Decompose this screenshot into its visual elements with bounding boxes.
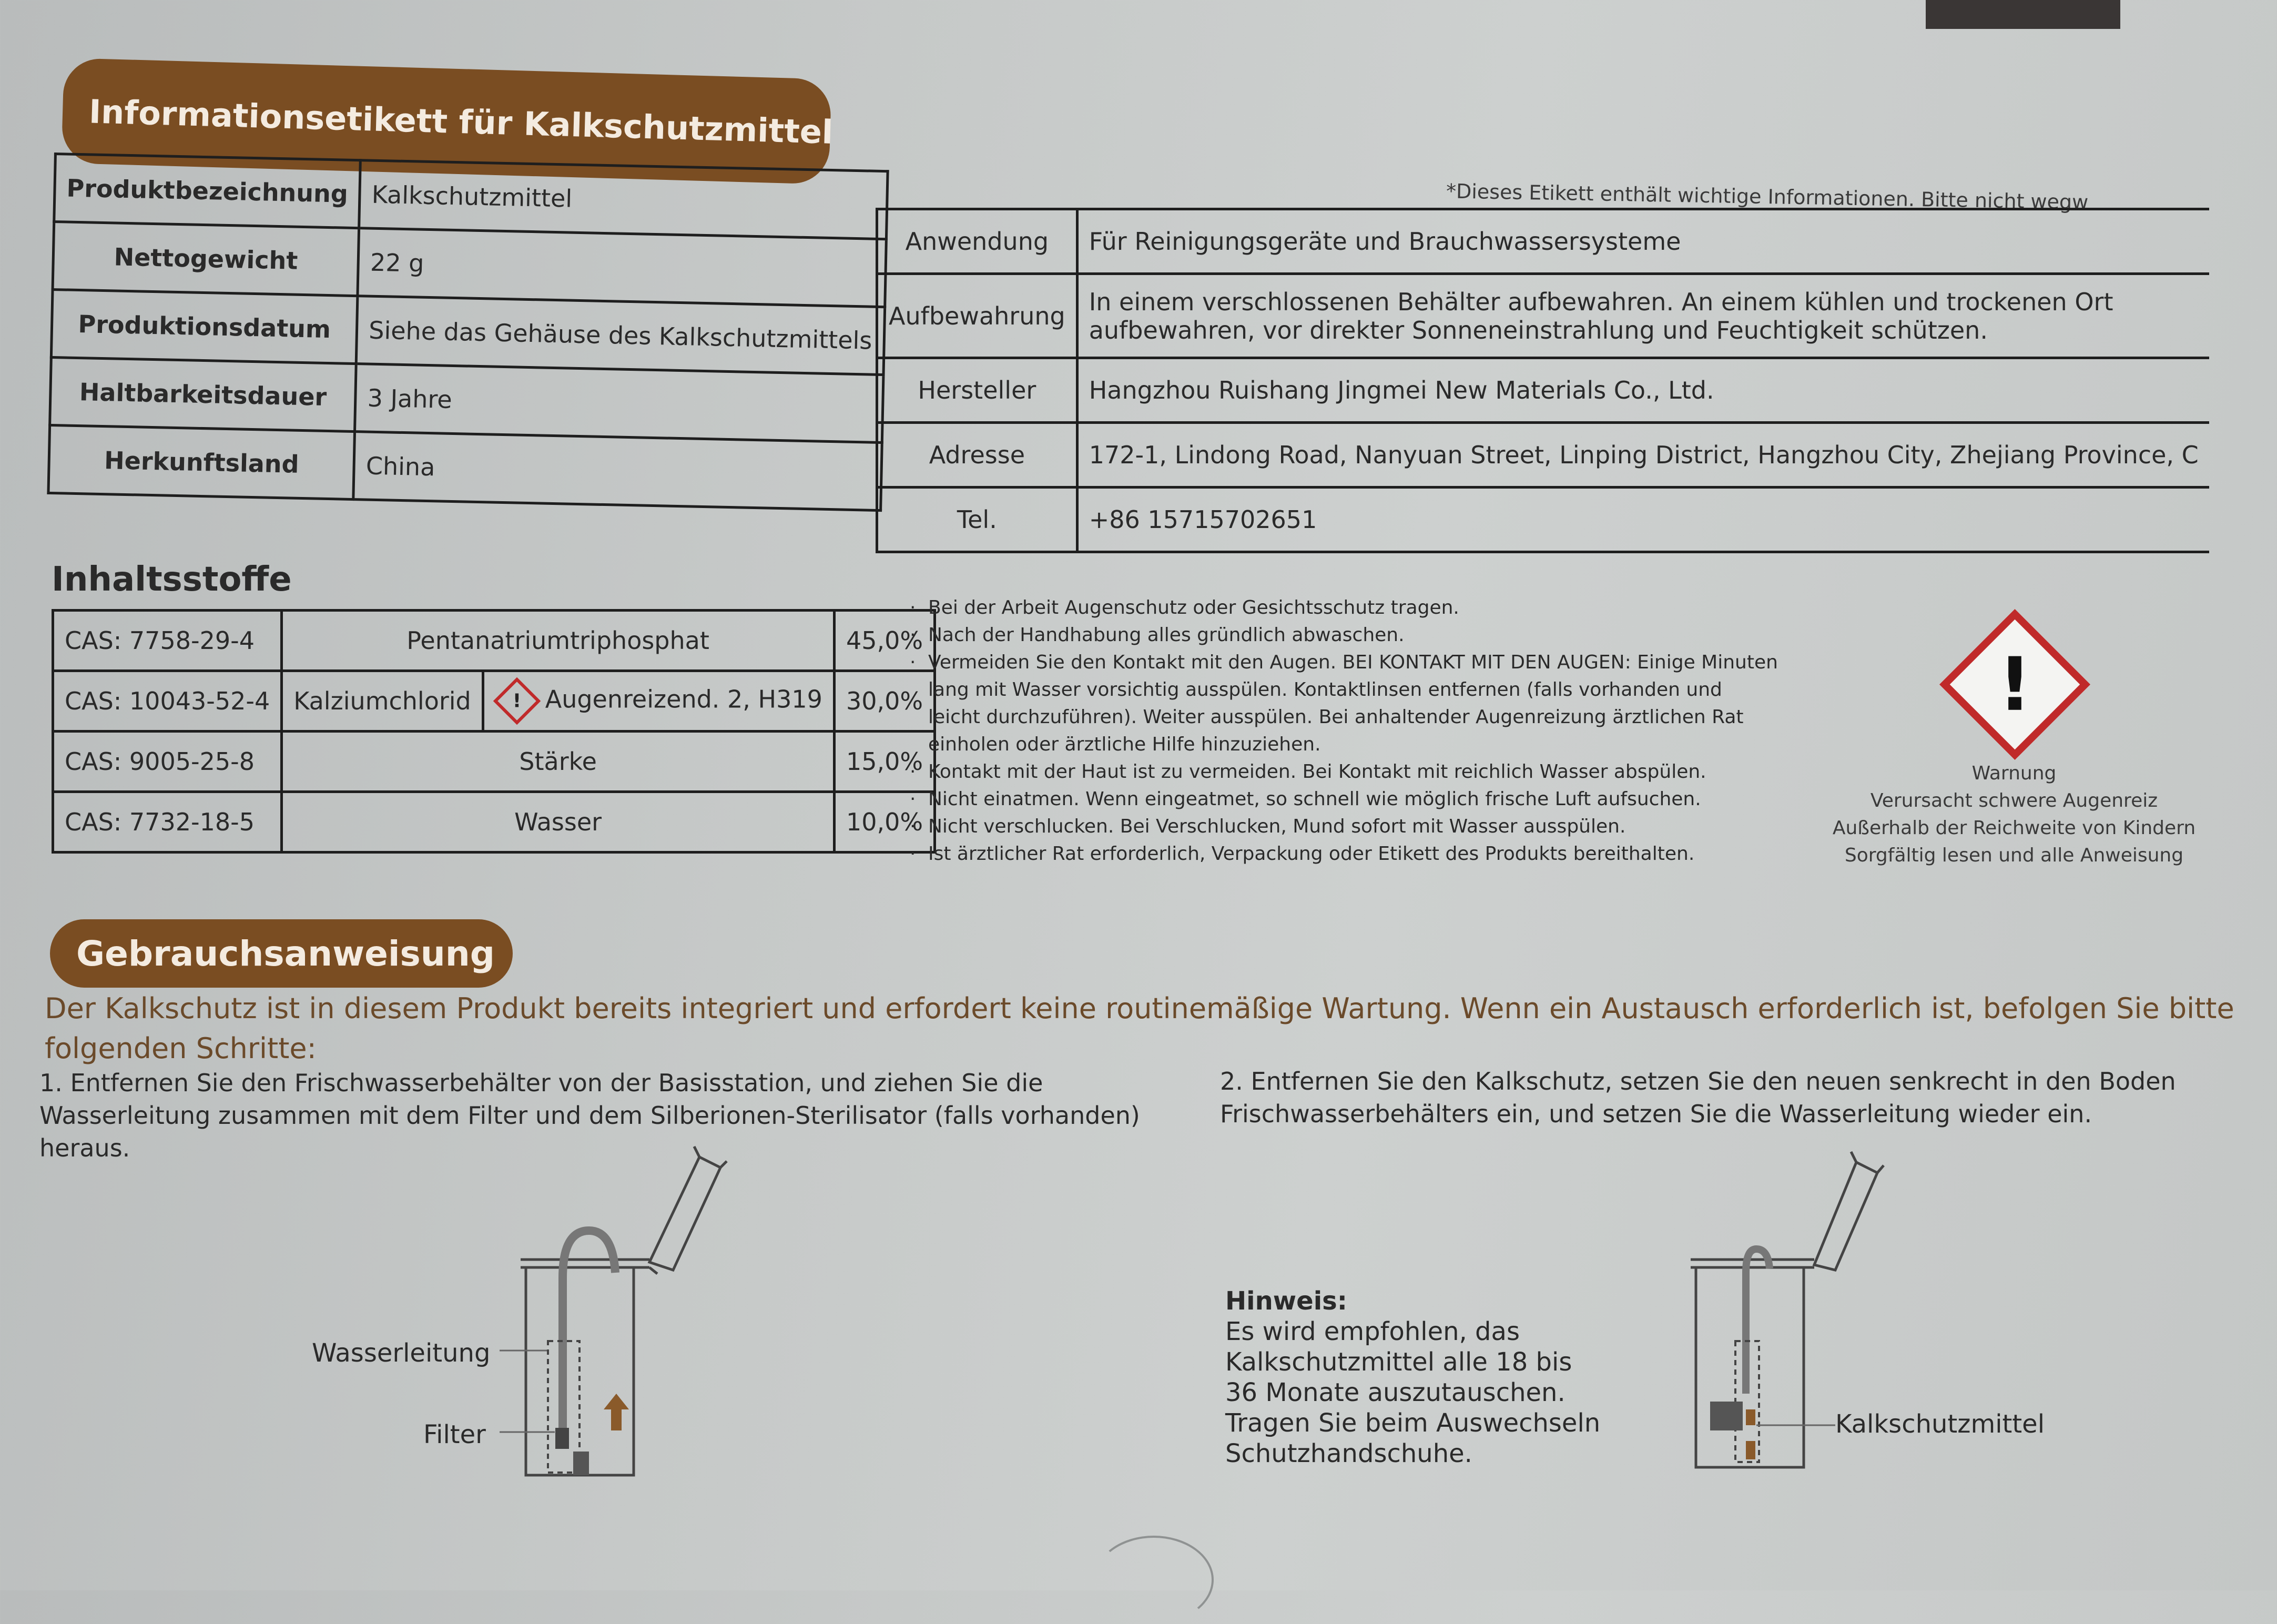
table-row [877, 423, 2209, 488]
safety-list [928, 594, 1812, 868]
ingredient-name: Stärke [282, 732, 835, 792]
list-item-continued: leicht durchzuführen). Weiter ausspülen. Bei anhaltender Augenreizung ärztlichen Rat [928, 706, 1744, 728]
info-value: 3 Jahre [355, 364, 883, 443]
ingredients-table [52, 609, 936, 854]
top-note: *Dieses Etikett enthält wichtige Informationen. Bitte nicht wegw [1446, 179, 2089, 214]
list-item: · Kontakt mit der Haut ist zu vermeiden. Bei Kontakt mit reichlich Wasser abspülen. [928, 758, 1812, 786]
hazard-cell [483, 671, 834, 732]
intro-line: Der Kalkschutz ist in diesem Produkt bereits integriert und erfordert keine routinemäßige Wartung. Wenn ein Austausch erforderlich ist, befolgen Sie bitte [45, 992, 2234, 1025]
usage-intro [45, 989, 2234, 1069]
list-item-continued: lang mit Wasser vorsichtig ausspülen. Kontaktlinsen entfernen (falls vorhanden und [928, 679, 1722, 701]
hint-box [1225, 1286, 1600, 1469]
hint-line: Schutzhandschuhe. [1225, 1439, 1472, 1468]
info-value: China [353, 432, 882, 511]
info-label: Produktionsdatum [51, 289, 358, 363]
info-value-line: In einem verschlossenen Behälter aufbewahren. An einem kühlen und trockenen Ort [1089, 287, 2113, 316]
hint-line: Kalkschutzmittel alle 18 bis [1225, 1347, 1572, 1377]
info-label: Hersteller [877, 358, 1077, 423]
warning-line: Verursacht schwere Augenreiz [1870, 790, 2158, 811]
ingredients-heading: Inhaltsstoffe [52, 560, 292, 599]
info-label: Haltbarkeitsdauer [50, 357, 357, 431]
ingredient-name: Pentanatriumtriphosphat [282, 611, 835, 671]
ingredient-percent: 30,0% [834, 671, 934, 732]
table-row [53, 792, 935, 852]
step-line: heraus. [39, 1134, 130, 1162]
info-value: 172-1, Lindong Road, Nanyuan Street, Linping District, Hangzhou City, Zhejiang Province, C [1077, 423, 2209, 488]
list-item-continued: einholen oder ärztliche Hilfe hinzuziehen. [928, 734, 1321, 755]
list-item: · Vermeiden Sie den Kontakt mit den Augen. BEI KONTAKT MIT DEN AUGEN: Einige Minuten [928, 649, 1812, 676]
info-value: Kalkschutzmittel [359, 160, 888, 239]
step-line: Frischwasserbehälters ein, und setzen Sie die Wasserleitung wieder ein. [1220, 1100, 2092, 1128]
info-label: Herkunftsland [48, 425, 355, 499]
cas-number: CAS: 7758-29-4 [53, 611, 282, 671]
ingredient-name: Wasser [282, 792, 835, 852]
list-item: · Ist ärztlicher Rat erforderlich, Verpackung oder Etikett des Produkts bereithalten. [928, 840, 1812, 868]
descaler-label: Kalkschutzmittel [1835, 1409, 2045, 1439]
list-item: · Nach der Handhabung alles gründlich abwaschen. [928, 622, 1812, 649]
info-label: Tel. [877, 488, 1077, 552]
tank-illustration-step1 [500, 1136, 736, 1483]
step-line: 2. Entfernen Sie den Kalkschutz, setzen Sie den neuen senkrecht in den Boden [1220, 1067, 2176, 1095]
usage-title: Gebrauchsanweisung [76, 933, 495, 974]
info-label: Adresse [877, 423, 1077, 488]
descaler-shape [1710, 1402, 1743, 1430]
info-value: Für Reinigungsgeräte und Brauchwassersysteme [1077, 209, 2209, 274]
info-label: Aufbewahrung [877, 274, 1077, 358]
warning-line: Sorgfältig lesen und alle Anweisung [1844, 845, 2184, 866]
usage-title-banner [50, 919, 513, 988]
hint-line: Tragen Sie beim Auswechseln [1225, 1408, 1601, 1438]
info-label: Produktbezeichnung [54, 154, 361, 228]
info-label: Anwendung [877, 209, 1077, 274]
list-item: · Bei der Arbeit Augenschutz oder Gesichtsschutz tragen. [928, 594, 1812, 622]
hint-line: 36 Monate auszutauschen. [1225, 1378, 1566, 1407]
step-2 [1220, 1065, 2176, 1130]
info-value: Hangzhou Ruishang Jingmei New Materials Co., Ltd. [1077, 358, 2209, 423]
table-row [877, 209, 2209, 274]
info-table-right [876, 208, 2209, 553]
cas-number: CAS: 10043-52-4 [53, 671, 282, 732]
background-corner [1926, 0, 2120, 29]
list-item: · Nicht einatmen. Wenn eingeatmet, so schnell wie möglich frische Luft aufsuchen. [928, 786, 1812, 813]
exclamation-diamond-icon: ! [1939, 609, 2090, 760]
list-item: · Nicht verschlucken. Bei Verschlucken, Mund sofort mit Wasser ausspülen. [928, 813, 1812, 840]
info-table-left [47, 153, 889, 512]
ingredient-name: Kalziumchlorid [282, 671, 483, 732]
intro-line: folgenden Schritte: [45, 1032, 317, 1065]
step-line: 1. Entfernen Sie den Frischwasserbehälter von der Basisstation, und ziehen Sie die [39, 1069, 1043, 1097]
filter-shape [555, 1428, 569, 1449]
hazard-text: Augenreizend. 2, H319 [545, 685, 822, 714]
ingredient-percent: 10,0% [834, 792, 934, 852]
info-value: 22 g [358, 228, 886, 307]
step-line: Wasserleitung zusammen mit dem Filter und dem Silberionen-Sterilisator (falls vorhanden) [39, 1101, 1140, 1130]
label-title: Informationsetikett für Kalkschutzmittel [88, 92, 834, 151]
cas-number: CAS: 9005-25-8 [53, 732, 282, 792]
table-row [877, 358, 2209, 423]
arrow-up-icon [604, 1394, 629, 1430]
table-row [877, 488, 2209, 552]
info-value: Siehe das Gehäuse des Kalkschutzmittels [357, 296, 885, 375]
hint-title: Hinweis: [1225, 1286, 1347, 1316]
pipe-label: Wasserleitung [312, 1338, 491, 1368]
table-row [53, 732, 935, 792]
ingredient-percent: 45,0% [834, 611, 934, 671]
warning-block [1751, 760, 2277, 869]
info-value [1077, 274, 2209, 358]
exclamation-diamond-icon: ! [493, 677, 541, 725]
info-value-line: aufbewahren, vor direkter Sonneneinstrahlung und Feuchtigkeit schützen. [1089, 316, 1988, 344]
ingredient-percent: 15,0% [834, 732, 934, 792]
info-label: Nettogewicht [53, 222, 359, 296]
hint-line: Es wird empfohlen, das [1225, 1317, 1520, 1346]
table-row [53, 611, 935, 671]
filter-label: Filter [423, 1420, 486, 1449]
warning-title: Warnung [1971, 763, 2057, 784]
background-curve [1094, 1536, 1214, 1624]
table-row [53, 671, 935, 732]
cas-number: CAS: 7732-18-5 [53, 792, 282, 852]
warning-line: Außerhalb der Reichweite von Kindern [1832, 817, 2196, 839]
info-value: +86 15715702651 [1077, 488, 2209, 552]
table-row [877, 274, 2209, 358]
